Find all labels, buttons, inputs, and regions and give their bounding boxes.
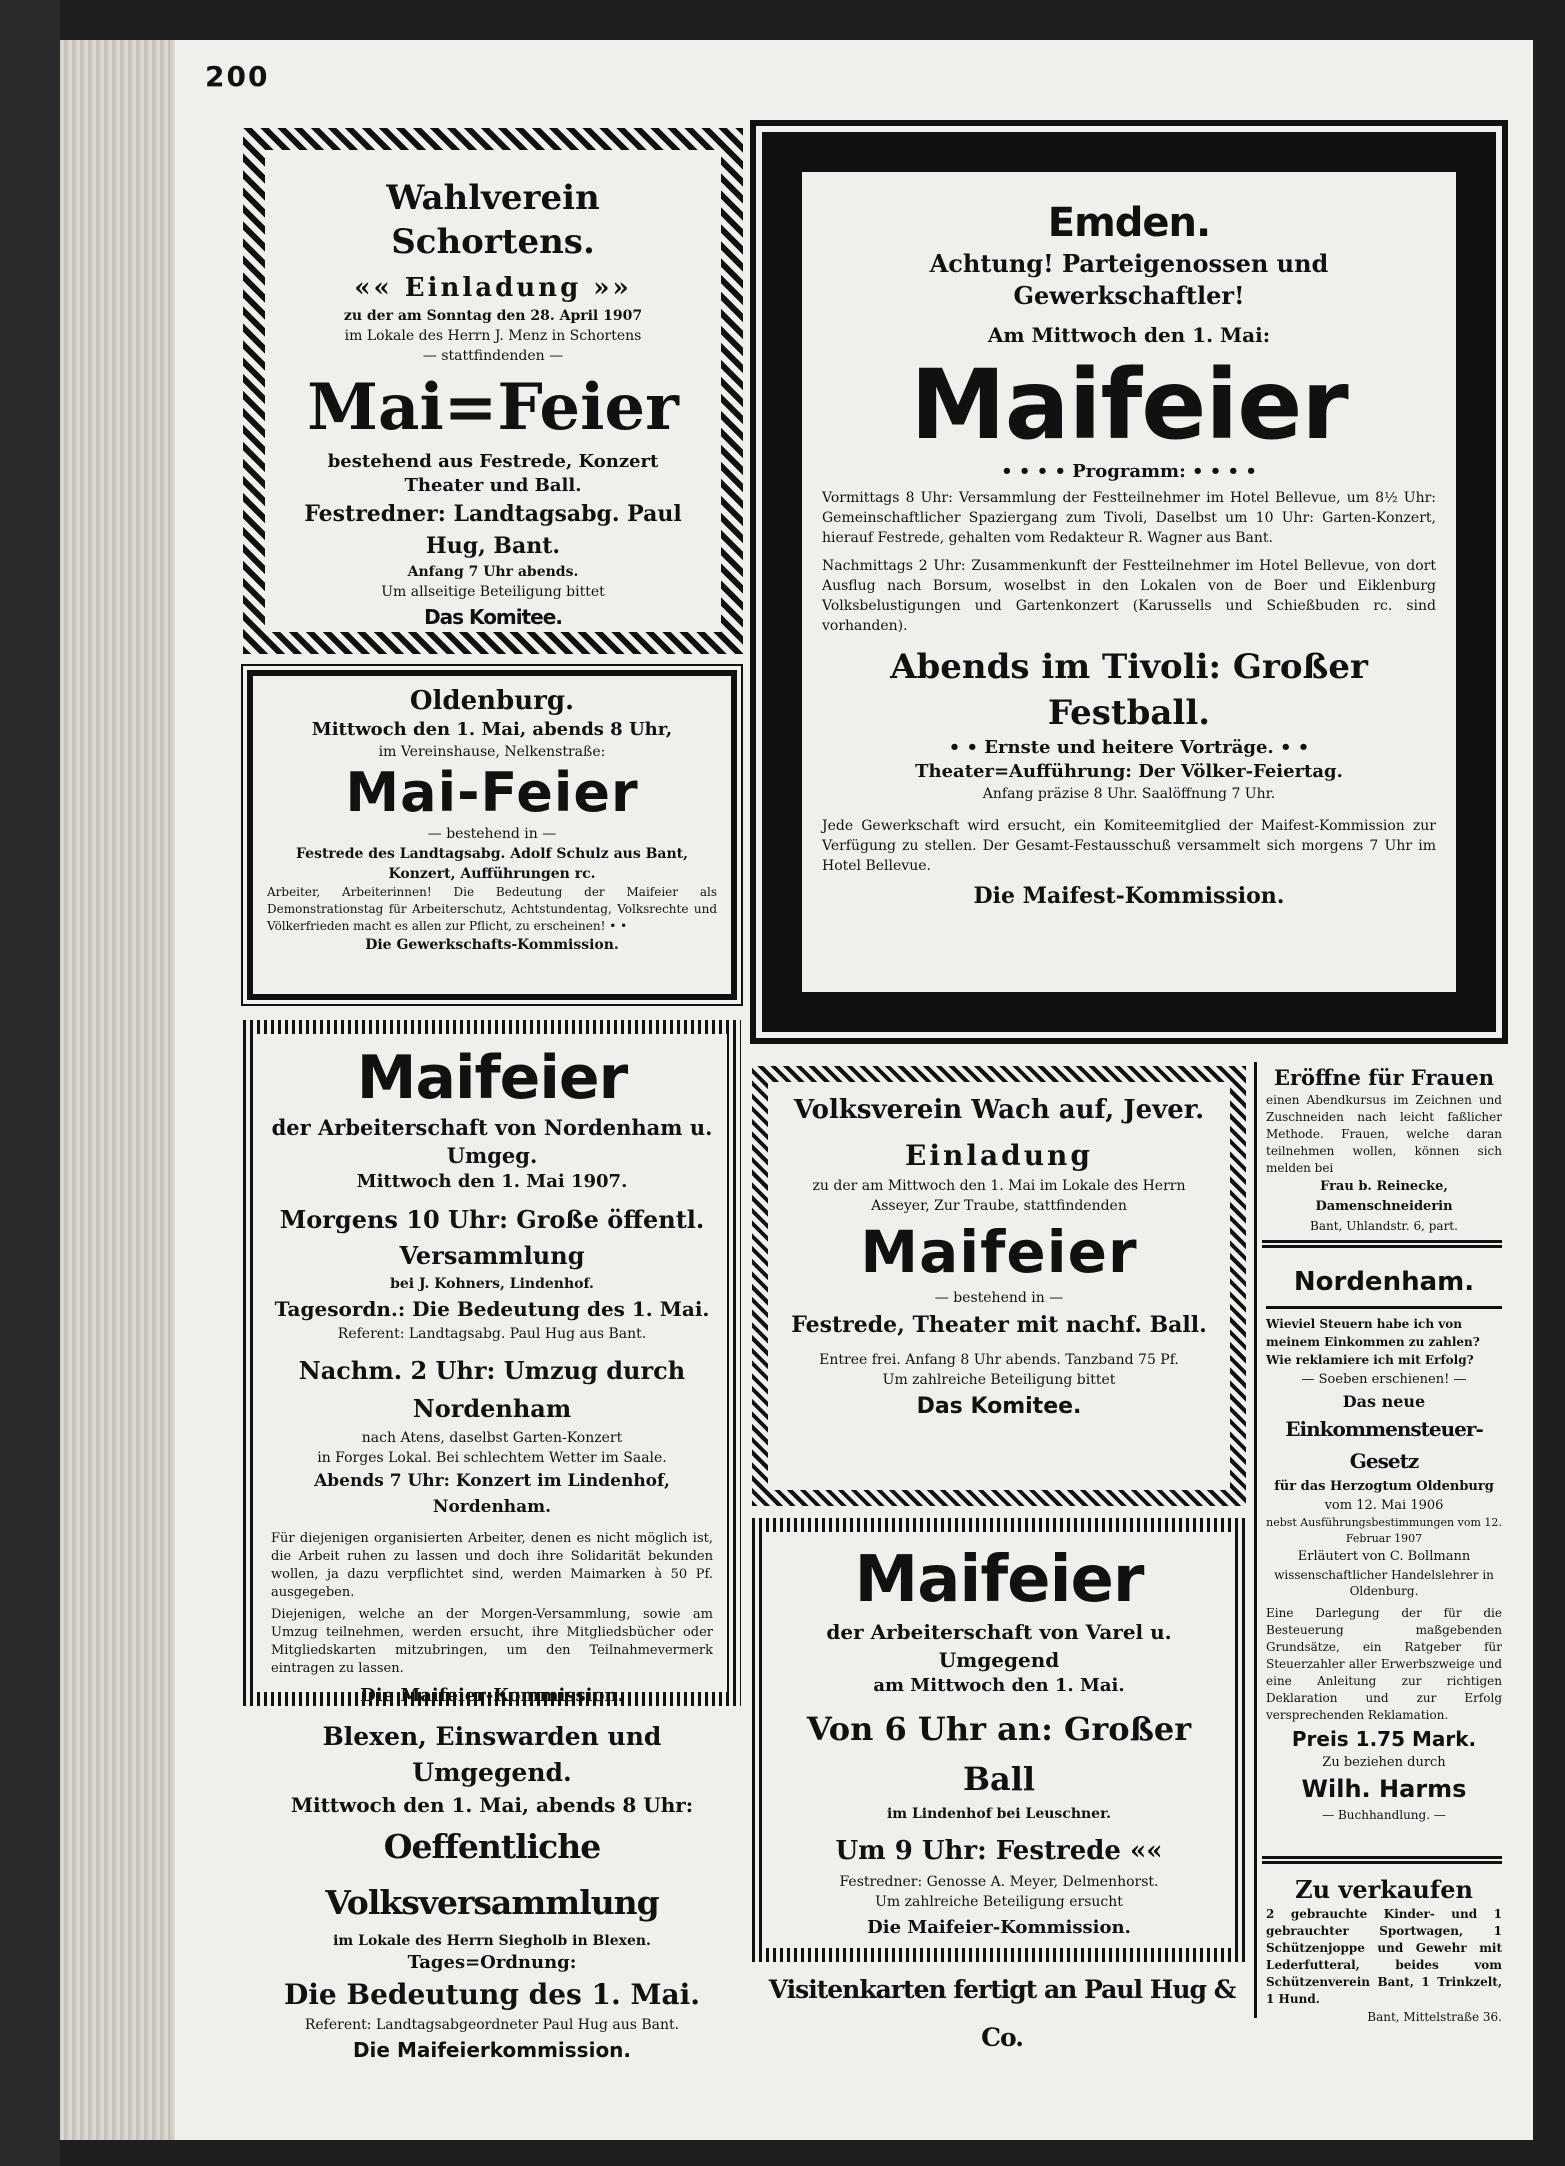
ad-line: am Mittwoch den 1. Mai. <box>873 1675 1125 1696</box>
ad-line: Nachm. 2 Uhr: Umzug durch Nordenham <box>298 1356 686 1423</box>
ad-paragraph: Diejenigen, welche an der Morgen-Versammlung, sowie am Umzug teilnehmen, werden ersucht, ihre Mitgliedsbücher oder Mitgliedskarten mitzubringen, um den Teilnahmevermerk eintragen zu lassen. <box>271 1607 713 1676</box>
ad-line: im Lindenhof bei Leuschner. <box>886 1806 1112 1822</box>
ad-line: bestehend aus Festrede, Konzert <box>327 451 659 472</box>
ad-line: bei J. Kohners, Lindenhof. <box>390 1276 594 1292</box>
ad-line: Anfang präzise 8 Uhr. Saalöffnung 7 Uhr. <box>982 786 1276 802</box>
ad-body: 2 gebrauchte Kinder- und 1 gebrauchter Sportwagen, 1 Schützenjoppe und Gewehr mit Lederfutteral, beides vom Schützenverein Bant, 1 Trinkzelt, 1 Hund. <box>1266 1907 1502 2006</box>
ad-line: Um allseitige Beteiligung bittet <box>381 584 605 600</box>
ad-line: Referent: Landtagsabgeordneter Paul Hug aus Bant. <box>304 2017 680 2033</box>
ad-line: im Vereinshause, Nelkenstraße: <box>378 744 606 760</box>
ad-schortens <box>243 128 743 654</box>
ad-line: Asseyer, Zur Traube, stattfindenden <box>871 1198 1127 1214</box>
ad-line: nach Atens, daselbst Garten-Konzert <box>361 1430 623 1446</box>
ad-line: Entree frei. Anfang 8 Uhr abends. Tanzband 75 Pf. <box>819 1352 1179 1368</box>
ad-line: vom 12. Mai 1906 <box>1324 1498 1444 1513</box>
ad-title: Volksverein Wach auf, Jever. <box>793 1095 1205 1125</box>
ad-verkaufen <box>1262 1874 1506 2024</box>
ad-line: Wieviel Steuern habe ich von meinem Einkommen zu zahlen? <box>1266 1317 1480 1349</box>
ad-address: Bant, Mittelstraße 36. <box>1367 2010 1502 2024</box>
separator-rule <box>1266 1306 1502 1309</box>
ad-title: Blexen, Einswarden und Umgegend. <box>322 1722 662 1787</box>
ad-line: — Soeben erschienen! — <box>1301 1372 1467 1387</box>
separator-rule <box>1262 1240 1502 1248</box>
ad-blexen <box>243 1715 741 2062</box>
einladung-heading: Einladung <box>905 1139 1093 1172</box>
page-edges <box>60 40 175 2140</box>
ad-line: Abends 7 Uhr: Konzert im Lindenhof, Nordenham. <box>314 1471 670 1517</box>
ad-line: nebst Ausführungsbestimmungen vom 12. Februar 1907 <box>1266 1516 1502 1545</box>
ad-line: Am Mittwoch den 1. Mai: <box>987 323 1271 347</box>
ad-signature: Die Maifest-Kommission. <box>973 883 1285 909</box>
ad-headline: Einkommensteuer-Gesetz <box>1285 1417 1483 1473</box>
page-number: 200 <box>205 60 270 93</box>
ad-line: im Lokale des Herrn Siegholb in Blexen. <box>333 1933 651 1949</box>
ad-line: Konzert, Aufführungen rc. <box>388 866 596 882</box>
ad-line: Erläutert von C. Bollmann <box>1297 1549 1471 1564</box>
ad-line: Abends im Tivoli: Großer Festball. <box>890 647 1368 733</box>
ad-headline: Maifeier <box>854 1543 1144 1617</box>
ad-seller: Wilh. Harms <box>1301 1775 1467 1803</box>
ad-line: • • Ernste und heitere Vorträge. • • <box>948 737 1310 758</box>
ad-kursus <box>1262 1062 1506 1232</box>
einladung-heading: «« Einladung »» <box>354 273 632 303</box>
ad-paragraph: Für diejenigen organisierten Arbeiter, denen es nicht möglich ist, die Arbeit ruhen zu lassen und doch ihre Solidarität bekunden wollen, ja dazu verpflichtet sind, werden Maimarken à 50 Pf. ausgegeben. <box>271 1531 713 1600</box>
ad-paragraph: Nachmittags 2 Uhr: Zusammenkunft der Festteilnehmer im Hotel Bellevue, von dort Ausflug nach Borsum, woselbst in den Lokalen von de Boer und Eiklenburg Volksbelustigungen und Gartenkonzert (Karussells und Schießbuden rc. sind vorhanden). <box>822 558 1436 634</box>
ad-line: Referent: Landtagsabg. Paul Hug aus Bant. <box>337 1326 647 1342</box>
ad-body: Eine Darlegung der für die Besteuerung maßgebenden Grundsätze, ein Ratgeber für Steuerzahler aller Erwerbszweige und eine Anleitung zur richtigen Deklaration und zur Erfolg versprechenden Reklamation. <box>1266 1606 1502 1722</box>
ad-line: Anfang 7 Uhr abends. <box>407 564 579 580</box>
ad-headline: Oeffentliche Volksversammlung <box>325 1827 659 1922</box>
ad-title: Nordenham. <box>1293 1267 1475 1297</box>
ad-text: Visitenkarten fertigt an Paul Hug & Co. <box>768 1975 1236 2052</box>
ad-line: Mittwoch den 1. Mai, abends 8 Uhr: <box>290 1793 694 1817</box>
ad-line: für das Herzogtum Oldenburg <box>1274 1479 1494 1494</box>
ad-line: — stattfindenden — <box>422 348 564 364</box>
ad-signature: Das Komitee. <box>424 605 562 629</box>
ad-line: Festrede, Theater mit nachf. Ball. <box>791 1312 1207 1338</box>
ad-line: Festredner: Landtagsabg. Paul Hug, Bant. <box>304 501 682 559</box>
ad-line: Tages=Ordnung: <box>407 1952 577 1973</box>
ad-visitenkarten <box>748 1966 1256 2052</box>
ad-headline: Mai-Feier <box>345 761 639 824</box>
ad-body: Arbeiter, Arbeiterinnen! Die Bedeutung der Maifeier als Demonstrationstag für Arbeiterschutz, Achtstundentag, Volksrechte und Völkerfrieden macht es allen zur Pflicht, zu erscheinen! • • <box>267 885 717 933</box>
ad-title: Wahlverein Schortens. <box>386 178 600 262</box>
ad-line: in Forges Lokal. Bei schlechtem Wetter im Saale. <box>317 1450 667 1466</box>
ad-signature: Frau b. Reinecke, Damenschneiderin <box>1315 1179 1453 1214</box>
ad-title: Zu verkaufen <box>1295 1875 1473 1904</box>
ad-line: der Arbeiterschaft von Nordenham u. Umgeg. <box>271 1115 713 1168</box>
book-spine <box>0 0 60 2166</box>
ad-line: Festredner: Genosse A. Meyer, Delmenhorst. <box>839 1874 1159 1890</box>
ad-varel <box>752 1518 1246 1962</box>
ad-line: Festrede des Landtagsabg. Adolf Schulz aus Bant, <box>296 846 688 862</box>
ad-line: — Buchhandlung. — <box>1322 1808 1446 1822</box>
ad-headline: Maifeier <box>356 1043 628 1113</box>
ad-headline: Maifeier <box>910 349 1348 461</box>
ad-line: • • • • Programm: • • • • <box>1001 461 1257 482</box>
ad-line: Mittwoch den 1. Mai, abends 8 Uhr, <box>311 719 673 740</box>
ad-headline: Mai=Feier <box>307 370 679 445</box>
ad-line: Um 9 Uhr: Festrede «« <box>835 1836 1163 1866</box>
ad-signature: Die Maifeier-Kommission. <box>867 1917 1131 1938</box>
ad-address: Bant, Uhlandstr. 6, part. <box>1310 1219 1458 1233</box>
ad-title: Eröffne für Frauen <box>1273 1065 1495 1090</box>
ad-line: Morgens 10 Uhr: Große öffentl. Versammlung <box>279 1205 705 1270</box>
ad-line: Um zahlreiche Beteiligung ersucht <box>875 1894 1123 1910</box>
ad-line: Achtung! Parteigenossen und Gewerkschaftler! <box>929 249 1329 310</box>
ad-title: Oldenburg. <box>409 686 575 716</box>
ad-line: der Arbeiterschaft von Varel u. Umgegend <box>826 1620 1172 1672</box>
ad-line: Wie reklamiere ich mit Erfolg? <box>1266 1353 1474 1367</box>
ad-line: Theater=Aufführung: Der Völker-Feiertag. <box>915 761 1343 782</box>
ad-paragraph: Jede Gewerkschaft wird ersucht, ein Komiteemitglied der Maifest-Kommission zur Verfügung zu stellen. Der Gesamt-Festausschuß versammelt sich morgens 7 Uhr im Hotel Bellevue. <box>822 818 1436 874</box>
ad-line: zu der am Mittwoch den 1. Mai im Lokale des Herrn <box>812 1178 1186 1194</box>
ad-line: — bestehend in — <box>934 1290 1064 1306</box>
ad-line: Die Bedeutung des 1. Mai. <box>283 1978 701 2011</box>
ad-line: zu der am Sonntag den 28. April 1907 <box>343 308 643 324</box>
ad-line: Von 6 Uhr an: Großer Ball <box>806 1710 1192 1798</box>
ad-body: einen Abendkursus im Zeichnen und Zuschneiden nach leicht faßlicher Methode. Frauen, welche daran teilnehmen wollen, können sich melden bei <box>1266 1093 1502 1175</box>
ad-line: Mittwoch den 1. Mai 1907. <box>356 1171 628 1192</box>
ad-signature: Die Maifeierkommission. <box>352 2038 632 2062</box>
ad-signature: Das Komitee. <box>916 1394 1082 1419</box>
ad-oldenburg <box>247 670 737 1000</box>
ad-emden <box>762 132 1496 1032</box>
ad-line: — bestehend in — <box>427 826 557 842</box>
ad-price: Preis 1.75 Mark. <box>1291 1727 1477 1751</box>
ad-einkommensteuer <box>1262 1262 1506 1852</box>
ad-line: Das neue <box>1342 1392 1426 1411</box>
ad-title: Emden. <box>1047 200 1211 246</box>
ad-line: Tagesordn.: Die Bedeutung des 1. Mai. <box>274 1297 710 1321</box>
separator-rule <box>1262 1856 1502 1864</box>
column-rule <box>1254 1062 1257 2018</box>
ad-line: wissenschaftlicher Handelslehrer in Oldenburg. <box>1274 1568 1494 1598</box>
ad-line: Um zahlreiche Beteiligung bittet <box>882 1372 1116 1388</box>
ad-paragraph: Vormittags 8 Uhr: Versammlung der Festteilnehmer im Hotel Bellevue, um 8½ Uhr: Gemeinschaftlicher Spaziergang zum Tivoli, Daselbst um 10 Uhr: Garten-Konzert, hierauf Festrede, gehalten vom Redakteur R. Wagner aus Bant. <box>822 490 1436 546</box>
ad-signature: Die Maifeier-Kommission. <box>360 1685 624 1706</box>
ad-nordenham-maifeier <box>243 1020 741 1706</box>
ad-jever <box>752 1066 1246 1506</box>
ad-signature: Die Gewerkschafts-Kommission. <box>365 937 619 953</box>
ad-line: Theater und Ball. <box>404 475 582 496</box>
ad-line: Zu beziehen durch <box>1322 1755 1446 1770</box>
ad-headline: Maifeier <box>860 1218 1138 1286</box>
ad-line: im Lokale des Herrn J. Menz in Schortens <box>344 328 642 344</box>
